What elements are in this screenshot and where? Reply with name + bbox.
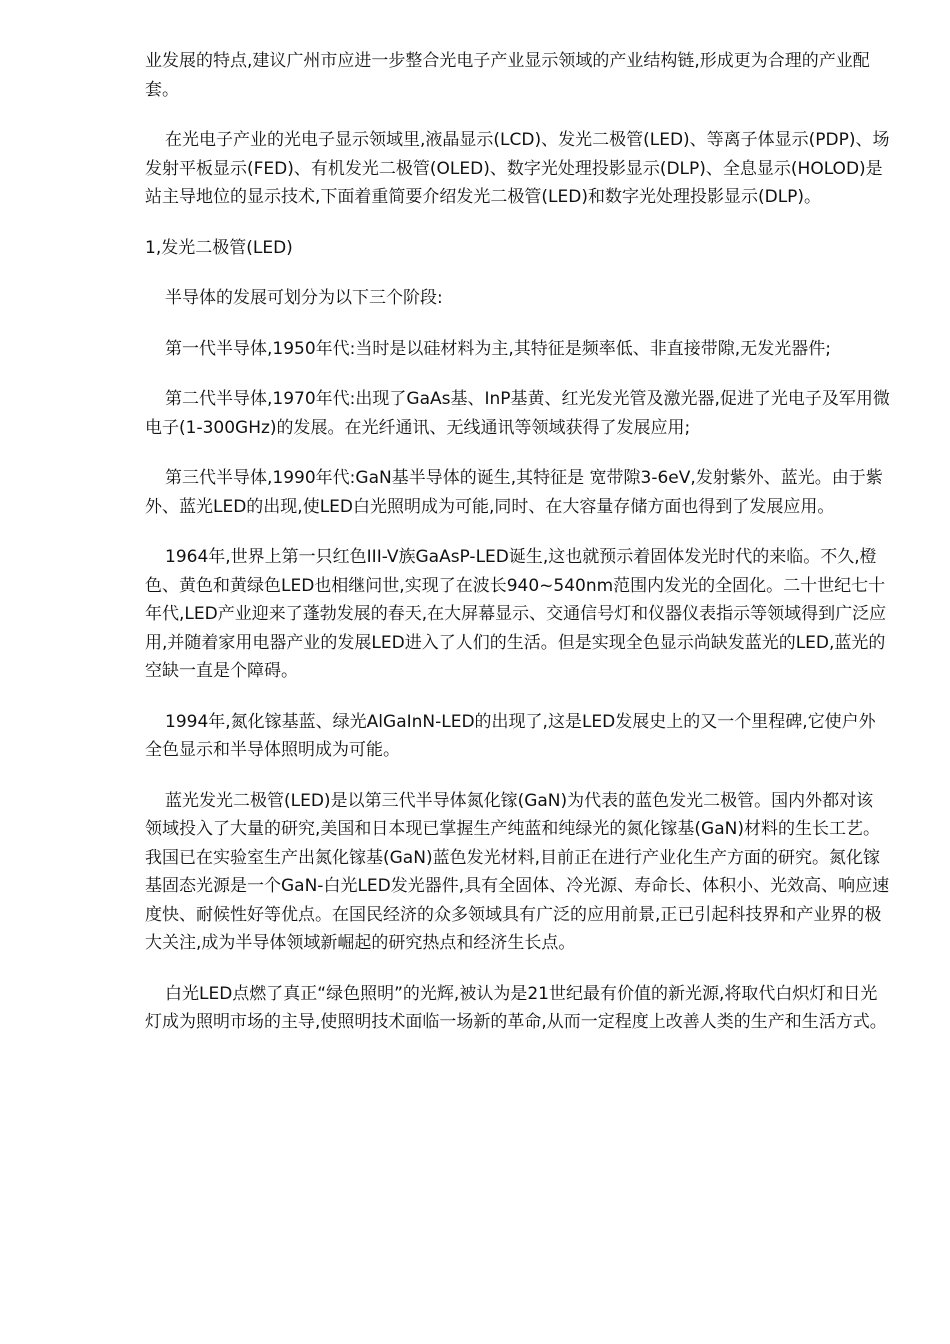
paragraph-first-generation: 第一代半导体,1950年代:当时是以硅材料为主,其特征是频率低、非直接带隙,无发光器件; — [165, 338, 831, 359]
paragraph-second-generation: 第二代半导体,1970年代:出现了GaAs基、InP基黄、红光发光管及激光器,促进了光电子及军用微电子(1-300GHz)的发展。在光纤通讯、无线通讯等领域获得了发展应用; — [145, 389, 890, 438]
paragraph-semiconductor-stages: 半导体的发展可划分为以下三个阶段: — [165, 288, 443, 308]
paragraph-blue-led: 蓝光发光二极管(LED)是以第三代半导体氮化镓(GaN)为代表的蓝色发光二极管。国内外都对该领域投入了大量的研究,美国和日本现已掌握生产纯蓝和纯绿光的氮化镓基(GaN)材料的生长工艺。我国已在实验室生产出氮化镓基(GaN)蓝色发光材料,目前正在进行产业化生产方面的研究。氮化镓基固态光源是一个GaN-白光LED发光器件,具有全固体、冷光源、寿命长、体积小、光效高、响应速度快、耐候性好等优点。在国民经济的众多领域具有广泛的应用前景,正已引起科技界和产业界的极大关注,成为半导体领域新崛起的研究热点和经济生长点。 — [145, 790, 890, 953]
section-heading-led: 1,发光二极管(LED) — [145, 237, 293, 258]
paragraph-third-generation: 第三代半导体,1990年代:GaN基半导体的诞生,其特征是 宽带隙3-6eV,发射紫外、蓝光。由于紫外、蓝光LED的出现,使LED白光照明成为可能,同时、在大容量存储方面也得到了发展应用。 — [145, 468, 883, 517]
paragraph-1964-history: 1964年,世界上第一只红色III-V族GaAsP-LED诞生,这也就预示着固体发光时代的来临。不久,橙色、黄色和黄绿色LED也相继问世,实现了在波长940~540nm范围内发光的全固化。二十世纪七十年代,LED产业迎来了蓬勃发展的春天,在大屏幕显示、交通信号灯和仪器仪表指示等领域得到广泛应用,并随着家用电器产业的发展LED进入了人们的生活。但是实现全色显示尚缺发蓝光的LED,蓝光的空缺一直是个障碍。 — [145, 547, 887, 681]
paragraph-continuation: 业发展的特点,建议广州市应进一步整合光电子产业显示领域的产业结构链,形成更为合理的产业配套。 — [145, 51, 870, 100]
paragraph-1994-history: 1994年,氮化镓基蓝、绿光AlGaInN-LED的出现了,这是LED发展史上的又一个里程碑,它使户外全色显示和半导体照明成为可能。 — [145, 711, 876, 760]
document-page — [145, 47, 890, 1059]
paragraph-white-led: 白光LED点燃了真正“绿色照明”的光辉,被认为是21世纪最有价值的新光源,将取代白炽灯和日光灯成为照明市场的主导,使照明技术面临一场新的革命,从而一定程度上改善人类的生产和生活方式。 — [145, 983, 887, 1032]
paragraph-display-overview: 在光电子产业的光电子显示领域里,液晶显示(LCD)、发光二极管(LED)、等离子体显示(PDP)、场发射平板显示(FED)、有机发光二极管(OLED)、数字光处理投影显示(DLP)、全息显示(HOLOD)是站主导地位的显示技术,下面着重简要介绍发光二极管(LED)和数字光处理投影显示(DLP)。 — [145, 130, 890, 207]
